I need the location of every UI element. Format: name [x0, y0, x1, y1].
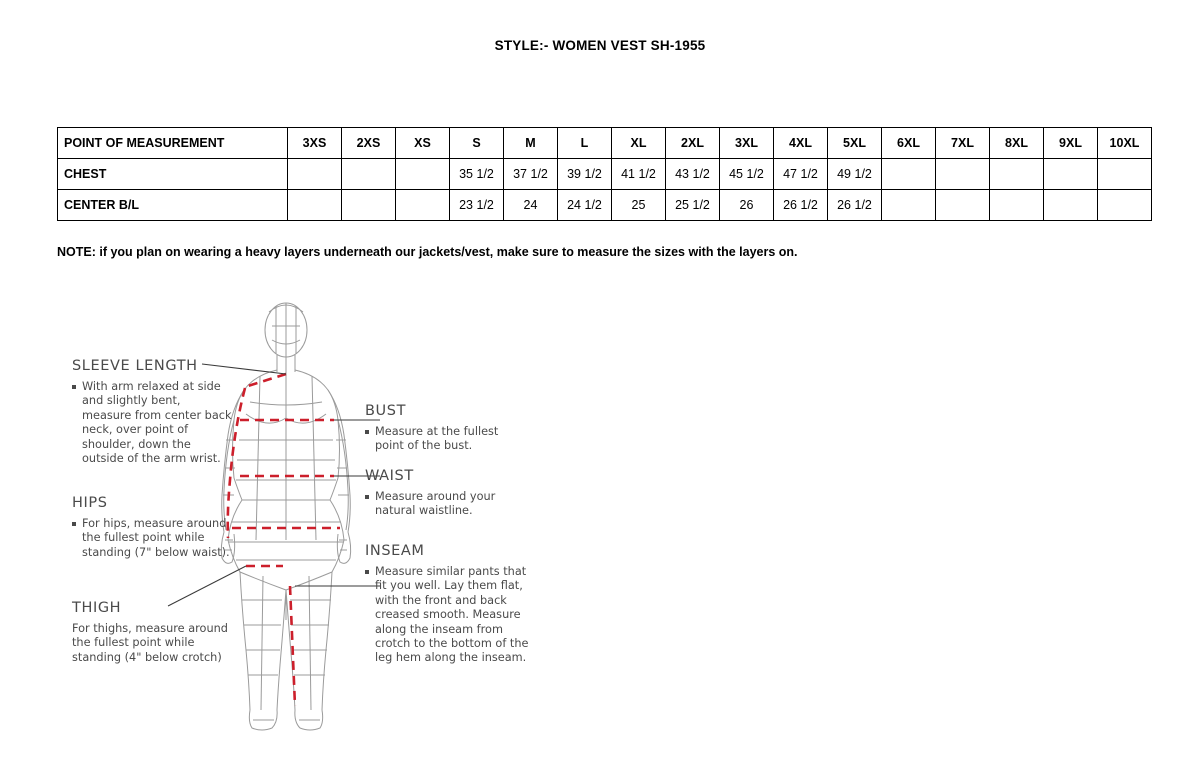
cell-chest-s: 35 1/2	[450, 159, 504, 190]
cell-chest-10xl	[1098, 159, 1152, 190]
callout-inseam	[365, 543, 530, 666]
cell-chest-xs	[396, 159, 450, 190]
cell-chest-9xl	[1044, 159, 1098, 190]
cell-centerbl-9xl	[1044, 190, 1098, 221]
cell-chest-m: 37 1/2	[504, 159, 558, 190]
callout-body-thigh: For thighs, measure around the fullest point while standing (4" below crotch)	[72, 622, 228, 664]
cell-centerbl-m: 24	[504, 190, 558, 221]
cell-chest-l: 39 1/2	[558, 159, 612, 190]
callout-title-thigh: THIGH	[72, 600, 122, 616]
measurement-figure	[50, 290, 610, 740]
cell-chest-xl: 41 1/2	[612, 159, 666, 190]
callout-hips	[72, 495, 237, 560]
cell-centerbl-6xl	[882, 190, 936, 221]
column-header-size: 3XL	[720, 128, 774, 159]
cell-centerbl-s: 23 1/2	[450, 190, 504, 221]
cell-chest-3xs	[288, 159, 342, 190]
cell-chest-3xl: 45 1/2	[720, 159, 774, 190]
cell-chest-5xl: 49 1/2	[828, 159, 882, 190]
column-header-size: XS	[396, 128, 450, 159]
cell-centerbl-3xl: 26	[720, 190, 774, 221]
column-header-size: 2XL	[666, 128, 720, 159]
cell-chest-8xl	[990, 159, 1044, 190]
cell-centerbl-10xl	[1098, 190, 1152, 221]
cell-chest-2xs	[342, 159, 396, 190]
table-header-row	[58, 128, 1152, 159]
cell-centerbl-5xl: 26 1/2	[828, 190, 882, 221]
column-header-size: 10XL	[1098, 128, 1152, 159]
callout-title-waist: WAIST	[365, 468, 414, 484]
callout-body-inseam: Measure similar pants that fit you well. Lay them flat, with the front and back creased smooth. Measure along the inseam from crotch to the bottom of the leg hem along the inseam.	[365, 565, 530, 666]
callout-body-hips: For hips, measure around the fullest point while standing (7" below waist).	[72, 517, 237, 560]
callout-thigh	[72, 600, 247, 665]
column-header-size: 5XL	[828, 128, 882, 159]
column-header-size: XL	[612, 128, 666, 159]
callout-title-hips: HIPS	[72, 495, 108, 511]
cell-centerbl-4xl: 26 1/2	[774, 190, 828, 221]
row-label-center-bl: CENTER B/L	[58, 190, 288, 221]
column-header-size: 8XL	[990, 128, 1044, 159]
callout-waist	[365, 468, 525, 519]
cell-centerbl-xs	[396, 190, 450, 221]
column-header-size: S	[450, 128, 504, 159]
column-header-size: 7XL	[936, 128, 990, 159]
cell-centerbl-2xs	[342, 190, 396, 221]
callout-sleeve-length	[72, 358, 232, 466]
cell-centerbl-3xs	[288, 190, 342, 221]
callout-title-inseam: INSEAM	[365, 543, 425, 559]
column-header-size: 4XL	[774, 128, 828, 159]
callout-title-bust: BUST	[365, 403, 407, 419]
callout-body-waist: Measure around your natural waistline.	[365, 490, 525, 519]
cell-centerbl-l: 24 1/2	[558, 190, 612, 221]
row-label-chest: CHEST	[58, 159, 288, 190]
column-header-size: L	[558, 128, 612, 159]
callout-body-bust: Measure at the fullest point of the bust.	[365, 425, 525, 454]
measurement-note: NOTE: if you plan on wearing a heavy layers underneath our jackets/vest, make sure to measure the sizes with the layers on.	[57, 245, 798, 259]
cell-chest-6xl	[882, 159, 936, 190]
table-row	[58, 159, 1152, 190]
cell-centerbl-8xl	[990, 190, 1044, 221]
column-header-size: 3XS	[288, 128, 342, 159]
table-row	[58, 190, 1152, 221]
size-chart-table-container	[57, 127, 1145, 221]
cell-centerbl-2xl: 25 1/2	[666, 190, 720, 221]
column-header-size: 6XL	[882, 128, 936, 159]
size-chart-table	[57, 127, 1152, 221]
cell-chest-4xl: 47 1/2	[774, 159, 828, 190]
column-header-size: 9XL	[1044, 128, 1098, 159]
column-header-size: M	[504, 128, 558, 159]
callout-title-sleeve-length: SLEEVE LENGTH	[72, 358, 198, 374]
callout-bust	[365, 403, 525, 454]
column-header-point-of-measurement: POINT OF MEASUREMENT	[58, 128, 288, 159]
cell-centerbl-7xl	[936, 190, 990, 221]
column-header-size: 2XS	[342, 128, 396, 159]
callout-body-sleeve-length: With arm relaxed at side and slightly bent, measure from center back neck, over point of shoulder, down the outside of the arm wrist.	[72, 380, 232, 466]
page-title: STYLE:- WOMEN VEST SH-1955	[494, 38, 706, 53]
cell-centerbl-xl: 25	[612, 190, 666, 221]
cell-chest-2xl: 43 1/2	[666, 159, 720, 190]
cell-chest-7xl	[936, 159, 990, 190]
